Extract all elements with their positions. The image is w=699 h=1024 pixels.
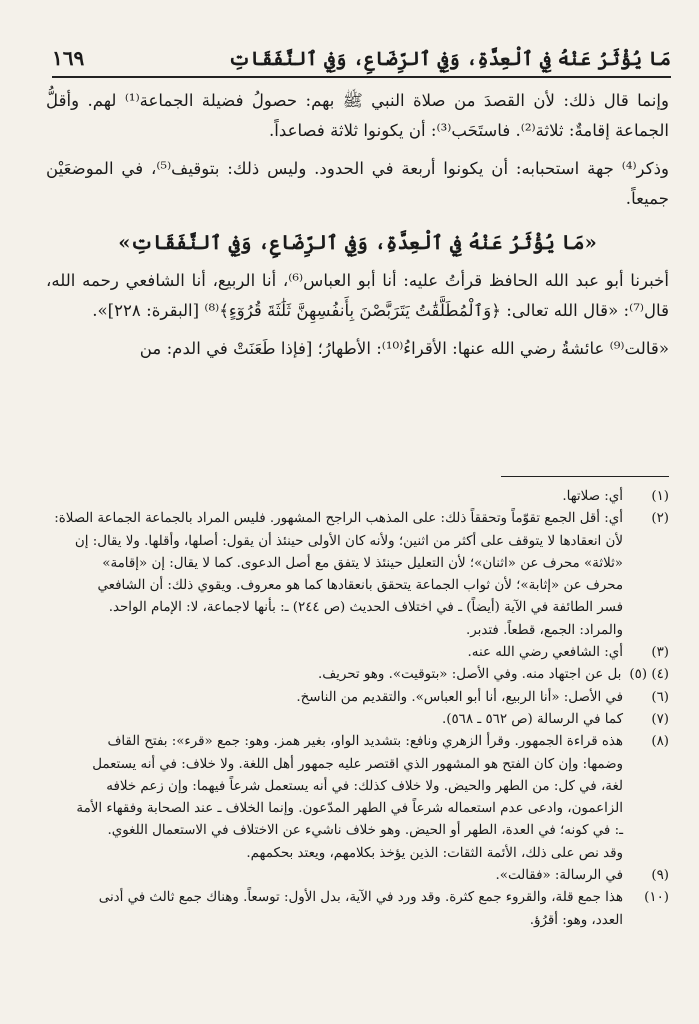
footnote: [46, 887, 669, 932]
paragraph-1: وإنما قال ذلك: لأن القصدَ من صلاة النبي ﷺ بهم: حصولُ فضيلة الجماعة⁽¹⁾ لهم. وأقلُّ الجماعة إقامةٌ: ثلاثة⁽²⁾. فاستَحَب⁽³⁾: أن يكونوا ثلاثة فصاعداً.: [46, 91, 669, 140]
running-header: [52, 38, 671, 78]
footnote-text: [46, 642, 623, 664]
running-title: مَا يُؤْثَرُ عَنْهُ فِي ٱلْعِدَّةِ، وَفِي ٱلرِّضَاعِ، وَفِي ٱلنَّفَقَاتِ: [228, 48, 671, 70]
footnote-text: [46, 709, 623, 731]
footnote: [46, 709, 669, 731]
footnote-number: (٣): [651, 645, 669, 661]
footnote-line: فسر الطائفة في الآية (أيضاً) ـ في اختلاف الحديث (ص ٢٤٤) ـ: بأنها لاجماعة، لا: الإمام الواحد.: [108, 600, 623, 616]
footnote-text: [46, 664, 621, 686]
footnote-line: في الرسالة: «فقالت».: [495, 868, 623, 884]
footnote-line: في الأصل: «أنا الربيع، أنا أبو العباس». والتقديم من الناسخ.: [296, 689, 623, 705]
footnote-number: (١): [651, 489, 669, 504]
footnote-line: هذا جمع قلة، والقروء جمع كثرة. وقد ورد في الآية، بدل الأول: توسعاً. وهناك جمع ثالث في أدنى: [98, 890, 623, 906]
footnote-line: العدد، وهو: أقرُؤ.: [529, 912, 623, 928]
footnote: [46, 687, 669, 709]
footnote-number: (٨): [651, 734, 669, 750]
footnote-text: [46, 731, 623, 865]
paragraph-2: وذكر⁽⁴⁾ جهة استحبابه: أن يكونوا أربعة في الحدود. وليس ذلك: بتوقيف⁽⁵⁾، في الموضعَيْن جميعاً.: [46, 159, 670, 208]
footnote-number: (٦): [651, 689, 669, 705]
footnote-line: محرف عن «إثابة»؛ لأن ثواب الجماعة يتحقق بانعقادها كما هو معروف. ويقوي ذلك: أن الشافعي: [97, 578, 623, 594]
footnote-number: (٩): [651, 868, 669, 884]
footnote-text: [46, 508, 623, 642]
footnote-text: [46, 865, 623, 887]
main-text: [46, 86, 669, 372]
footnote-line: بل عن اجتهاد منه. وفي الأصل: «بتوقيت». وهو تحريف.: [318, 667, 622, 683]
footnote-text: [46, 486, 623, 508]
footnote-line: أي: صلاتها.: [562, 489, 623, 504]
footnote-number: (٧): [651, 711, 669, 727]
footnote-line: لأن انعقادها لا يتوقف على أكثر من اثنين؛ ولأنه كان الأولى حينئذ أن يقول: أصلها، وأقلها. ولا يقال: إن: [74, 533, 623, 549]
footnote-text: [46, 687, 623, 709]
footnote-line: هذه قراءة الجمهور. وقرأ الزهري ونافع: بتشديد الواو، بغير همز. وهو: جمع «قرء»: بفتح القاف: [107, 734, 623, 750]
footnote-text: [46, 887, 623, 932]
footnote-number: (٤) (٥): [629, 667, 669, 683]
footnote: [46, 731, 669, 865]
paragraph-4: «قالت⁽⁹⁾ عائشةُ رضي الله عنها: الأقراءُ⁽¹⁰⁾: الأطهارُ؛ [فإذا طَعَنَتْ في الدم: من: [139, 339, 669, 358]
footnote: [46, 486, 669, 508]
footnote: [46, 508, 669, 642]
footnote-line: ـ: في كونه؛ في العدة، الطهر أو الحيض. وهو خلاف ناشيء عن الاختلاف في الاستعمال اللغوي.: [107, 823, 623, 839]
footnote: [46, 642, 669, 664]
footnote-line: وقد نص على ذلك، الأئمة الثقات: الذين يؤخذ بكلامهم، ويعتد بحكمهم.: [246, 845, 623, 861]
page-number: ١٦٩: [52, 46, 85, 70]
footnote-line: أي: أقل الجمع تقوّماً وتحققاً ذلك: على المذهب الراجح المشهور. فليس المراد بالجماعة الجماعة الصلاة:: [54, 511, 623, 527]
paragraph-3: أخبرنا أبو عبد الله الحافظ قرأتُ عليه: أنا أبو العباس⁽⁶⁾، أنا الربيع، أنا الشافعي رحمه الله، قال⁽⁷⁾: «قال الله تعالى: ﴿وَٱلْمُطَلَّقَٰتُ يَتَرَبَّصْنَ بِأَنفُسِهِنَّ ثَلَٰثَةَ قُرُوٓءٍ﴾⁽⁸⁾ [البقرة: ٢٢٨]».: [46, 271, 670, 320]
footnote-number: (٢): [651, 511, 669, 527]
footnotes: [46, 486, 669, 932]
footnote-line: كما في الرسالة (ص ٥٦٢ ـ ٥٦٨).: [441, 711, 623, 727]
footnote-line: «ثلاثة» محرف عن «اثنان»؛ لأن التعليل حينئذ لا يتفق مع أصل الدعوى. كما لا يقال: إن «إقامة»: [102, 555, 623, 571]
footnote-line: وضمها: وإن كان الفتح هو المشهور الذي اقتصر عليه جمهور أهل اللغة. ولا خلاف: في أنه يستعمل: [92, 756, 623, 772]
footnote-line: لغة، في كل: من الطهر والحيض. ولا خلاف كذلك: في أنه يستعمل شرعاً فيهما: وإن زعم خلافه: [106, 778, 623, 794]
footnote-line: الزاعمون، وادعى عدم استعماله شرعاً في الطهر المدّعون. وإنما الخلاف ـ عند الصحابة وفقهاء الأمة: [76, 801, 623, 817]
footnote: [46, 664, 669, 686]
footnote: [46, 865, 669, 887]
footnote-divider: [501, 476, 669, 477]
section-heading: «مَا يُؤْثَرُ عَنْهُ فِي ٱلْعِدَّةِ، وَفِي ٱلرِّضَاعِ، وَفِي ٱلنَّفَقَاتِ»: [118, 231, 597, 254]
footnote-line: والمراد: الجمع، قطعاً. فتدبر.: [465, 622, 623, 638]
footnote-line: أي: الشافعي رضي الله عنه.: [467, 645, 623, 661]
footnote-number: (١٠): [644, 890, 669, 906]
